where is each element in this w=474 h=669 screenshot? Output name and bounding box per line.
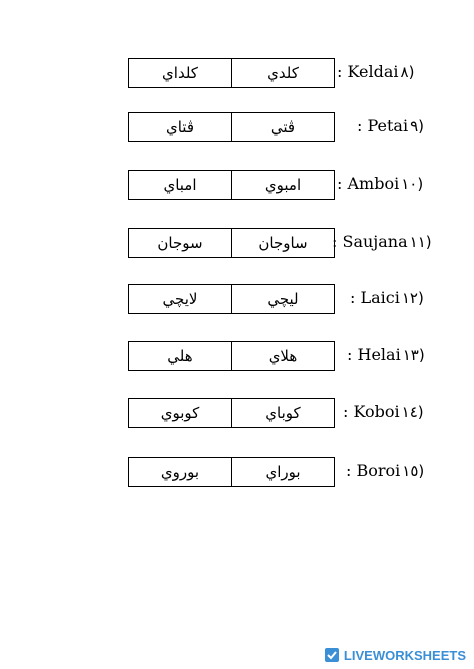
- question-row-13: [0, 341, 474, 373]
- answer-option[interactable]: ساوجان: [231, 229, 334, 257]
- answer-option[interactable]: بوراي: [231, 458, 334, 486]
- answer-box: [128, 457, 335, 487]
- question-label: [346, 461, 424, 480]
- question-prompt: :: [350, 288, 356, 307]
- question-row-12: [0, 284, 474, 316]
- answer-option[interactable]: کوبوي: [160, 404, 200, 422]
- question-word: Helai: [357, 345, 401, 364]
- answer-option[interactable]: هلي: [167, 347, 193, 365]
- question-word: Boroi: [356, 461, 401, 480]
- question-word: Amboi: [347, 174, 400, 193]
- question-row-14: [0, 398, 474, 430]
- footer-brand: [324, 647, 466, 663]
- question-word: Laici: [360, 288, 400, 307]
- answer-option[interactable]: سوجان: [157, 234, 203, 252]
- question-row-8: [0, 58, 474, 90]
- answer-box: [128, 341, 335, 371]
- question-prompt: :: [347, 345, 353, 364]
- question-prompt: :: [337, 62, 343, 81]
- question-label: [337, 62, 414, 81]
- question-number: ١٥): [402, 461, 425, 480]
- question-row-11: [0, 228, 474, 260]
- answer-option[interactable]: لايچي: [162, 290, 198, 308]
- answer-option[interactable]: كلدي: [231, 59, 334, 87]
- question-label: [350, 288, 424, 307]
- liveworksheets-logo-icon: [324, 647, 340, 663]
- answer-option[interactable]: ليچي: [231, 285, 334, 313]
- question-prompt: :: [343, 402, 349, 421]
- question-word: Keldai: [347, 62, 399, 81]
- answer-option[interactable]: ڤتاي: [165, 118, 194, 136]
- answer-box: [128, 170, 335, 200]
- question-label: [347, 345, 425, 364]
- question-word: Koboi: [353, 402, 400, 421]
- question-number: ١١): [409, 232, 432, 251]
- question-label: [357, 116, 424, 135]
- answer-option[interactable]: امبوي: [231, 171, 334, 199]
- answer-box: [128, 58, 335, 88]
- question-prompt: :: [332, 232, 338, 251]
- question-prompt: :: [357, 116, 363, 135]
- question-label: [343, 402, 424, 421]
- answer-box: [128, 398, 335, 428]
- answer-option[interactable]: بوروي: [160, 463, 200, 481]
- question-row-9: [0, 112, 474, 144]
- answer-option[interactable]: کوباي: [231, 399, 334, 427]
- answer-box: [128, 284, 335, 314]
- answer-option[interactable]: ڤتي: [231, 113, 334, 141]
- question-number: ١٠): [401, 174, 424, 193]
- question-number: ١٣): [402, 345, 425, 364]
- answer-box: [128, 112, 335, 142]
- answer-option[interactable]: هلاي: [231, 342, 334, 370]
- question-label: [332, 232, 432, 251]
- question-word: Saujana: [342, 232, 408, 251]
- answer-option[interactable]: كلداي: [162, 64, 198, 82]
- question-row-10: [0, 170, 474, 202]
- brand-name: LIVEWORKSHEETS: [343, 647, 466, 663]
- question-prompt: :: [346, 461, 352, 480]
- question-number: ٩): [410, 116, 425, 135]
- answer-box: [128, 228, 338, 258]
- question-number: ٨): [400, 62, 415, 81]
- question-word: Petai: [367, 116, 409, 135]
- question-row-15: [0, 457, 474, 489]
- answer-option[interactable]: امباي: [163, 176, 197, 194]
- question-number: ١٤): [401, 402, 424, 421]
- question-prompt: :: [337, 174, 343, 193]
- question-number: ١٢): [401, 288, 424, 307]
- question-label: [337, 174, 423, 193]
